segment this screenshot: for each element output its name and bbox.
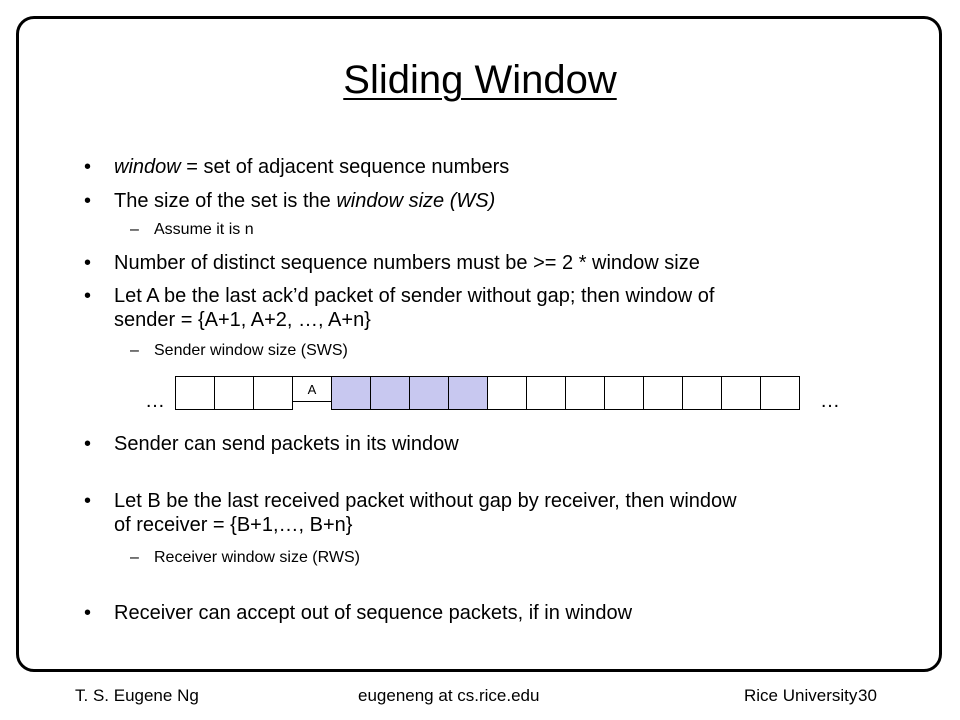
seq-cell-window bbox=[331, 376, 371, 410]
sub-bullet-rws-text: Receiver window size (RWS) bbox=[154, 549, 360, 566]
seq-cell bbox=[526, 376, 566, 410]
seq-cell bbox=[565, 376, 605, 410]
slide-title: Sliding Window bbox=[343, 58, 617, 102]
seq-cell bbox=[214, 376, 254, 410]
footer-email: eugeneng at cs.rice.edu bbox=[358, 686, 540, 705]
seq-cell bbox=[487, 376, 527, 410]
bullet-sender-window-line1: Let A be the last ack’d packet of sender without gap; then window of bbox=[114, 285, 715, 307]
sub-bullet-assume-n: – Assume it is n bbox=[130, 221, 254, 238]
seq-cell-window bbox=[448, 376, 488, 410]
bullet-receiver-window-line1: Let B be the last received packet without gap by receiver, then window bbox=[114, 490, 737, 512]
bullet-window-size-text: The size of the set is the bbox=[114, 190, 337, 212]
seq-cell-window bbox=[409, 376, 449, 410]
bullet-seq-numbers-text: Number of distinct sequence numbers must be >= 2 * window size bbox=[114, 252, 700, 274]
seq-cell bbox=[760, 376, 800, 410]
seq-cell-window bbox=[370, 376, 410, 410]
seq-cell-a-marker bbox=[292, 376, 332, 402]
bullet-window-text: = set of adjacent sequence numbers bbox=[180, 156, 510, 178]
seq-cell bbox=[604, 376, 644, 410]
bullet-dot: • bbox=[84, 285, 92, 307]
bullet-sender-send-text: Sender can send packets in its window bbox=[114, 433, 459, 455]
seq-cell bbox=[643, 376, 683, 410]
bullet-dot: • bbox=[84, 252, 92, 274]
bullet-dot: • bbox=[84, 490, 92, 512]
ellipsis-right: … bbox=[820, 390, 840, 412]
bullet-dot: • bbox=[84, 190, 92, 212]
seq-cell bbox=[253, 376, 293, 410]
footer-institution: Rice University bbox=[744, 686, 858, 705]
bullet-receiver-window-line2: of receiver = {B+1,…, B+n} bbox=[114, 514, 353, 536]
sub-bullet-rws: – Receiver window size (RWS) bbox=[130, 549, 360, 566]
seq-cell bbox=[682, 376, 722, 410]
seq-cell bbox=[721, 376, 761, 410]
bullet-receiver-accept-text: Receiver can accept out of sequence packets, if in window bbox=[114, 602, 633, 624]
footer-author: T. S. Eugene Ng bbox=[75, 686, 199, 705]
seq-cell bbox=[175, 376, 215, 410]
sub-bullet-sws: – Sender window size (SWS) bbox=[130, 342, 348, 359]
marker-a-label: A bbox=[307, 382, 317, 397]
bullet-dot: • bbox=[84, 602, 92, 624]
bullet-window-size-em: window size (WS) bbox=[336, 190, 496, 212]
sub-bullet-assume-n-text: Assume it is n bbox=[154, 221, 254, 238]
bullet-dot: • bbox=[84, 433, 92, 455]
footer-page-number: 30 bbox=[858, 686, 877, 705]
bullet-dot: • bbox=[84, 156, 92, 178]
bullet-window-em: window bbox=[114, 156, 181, 178]
ellipsis-left: … bbox=[145, 390, 165, 412]
bullet-sender-window-line2: sender = {A+1, A+2, …, A+n} bbox=[114, 309, 371, 331]
sub-bullet-sws-text: Sender window size (SWS) bbox=[154, 342, 348, 359]
window-diagram bbox=[176, 376, 800, 410]
